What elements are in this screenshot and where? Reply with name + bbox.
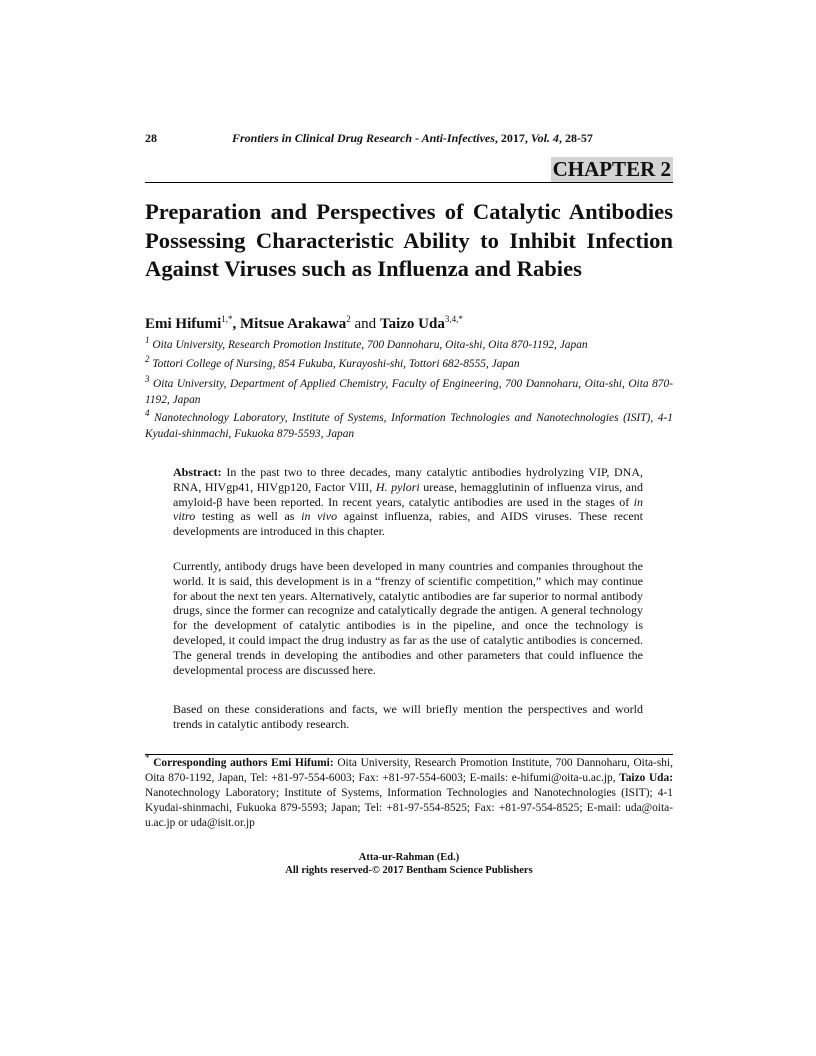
author-name: Emi Hifumi	[145, 316, 222, 332]
editor-line: Atta-ur-Rahman (Ed.)	[358, 852, 460, 863]
author-name: Taizo Uda	[379, 316, 445, 332]
journal-year: , 2017,	[494, 131, 531, 145]
journal-name: Frontiers in Clinical Drug Research - Anti-Infectives	[232, 131, 495, 145]
journal-volume: Vol. 4	[530, 131, 559, 145]
abstract-italic: in vivo	[301, 509, 338, 524]
author-affil-mark: 2	[346, 314, 351, 324]
footnote-label: Taizo Uda:	[619, 772, 673, 784]
affiliation-number: 4	[145, 408, 150, 419]
corresponding-author-footnote	[145, 753, 673, 831]
page-number: 28	[145, 131, 157, 145]
author-separator: ,	[232, 316, 241, 332]
affiliation-text: Nanotechnology Laboratory, Institute of Systems, Information Technologies and Nanotechnologies (ISIT), 4-1 Kyudai-shinmachi, Fukuoka 879-5593, Japan	[145, 412, 673, 440]
abstract-text: In the past two to three decades, many catalytic antibodies hydrolyzing VIP, DNA, RNA, HIVgp41, HIVgp120, Factor VIII,	[173, 465, 643, 494]
author-name: Mitsue Arakawa	[240, 316, 347, 332]
affiliation-3	[145, 374, 673, 408]
footnote-mark: *	[145, 753, 150, 764]
affiliation-number: 1	[145, 335, 150, 346]
publisher-block	[145, 851, 673, 877]
affiliation-1	[145, 335, 673, 354]
affiliation-4	[145, 408, 673, 442]
footnote-text: Oita University, Research Promotion Institute, 700 Dannoharu, Oita-shi, Oita 870-1192, Japan, Tel: +81-97-554-6003; Fax: +81-97-554-6003; E-mails: e-hifumi@oita-u.ac.jp,	[145, 757, 673, 784]
abstract-italic: H. pylori	[375, 479, 420, 494]
header-rule	[145, 182, 673, 183]
author-list	[145, 314, 673, 334]
affiliation-number: 3	[145, 374, 150, 385]
footnote-label: Corresponding authors Emi Hifumi:	[153, 757, 334, 769]
affiliation-text: Tottori College of Nursing, 854 Fukuba, Kurayoshi-shi, Tottori 682-8555, Japan	[152, 358, 520, 370]
author-affil-mark: 1,*	[221, 314, 233, 324]
affiliation-number: 2	[145, 354, 150, 365]
abstract-text: testing as well as	[195, 509, 302, 524]
journal-pages: , 28-57	[558, 131, 593, 145]
footnote-text: Nanotechnology Laboratory; Institute of Systems, Information Technologies and Nanotechnologies (ISIT); 4-1 Kyudai-shinmachi, Fukuoka 879-5593; Japan; Tel: +81-97-554-8525; Fax: +81-97-554-8525; E-mail: uda@oita-u.ac.jp or uda@isit.or.jp	[145, 787, 673, 829]
affiliation-text: Oita University, Research Promotion Institute, 700 Dannoharu, Oita-shi, Oita 870-1192, Japan	[152, 339, 588, 351]
footnote-rule	[145, 754, 673, 755]
chapter-label: CHAPTER 2	[552, 157, 671, 181]
paper-title: Preparation and Perspectives of Catalytic Antibodies Possessing Characteristic Ability to Inhibit Infection Against Viruses such as Influenza and Rabies	[145, 199, 673, 281]
abstract-paragraph-2: Currently, antibody drugs have been developed in many countries and companies throughout the world. It is said, this development is in a “frenzy of scientific competition,” which may continue for about the next ten years. Alternatively, catalytic antibodies are far superior to normal antibody drugs, since the former can recognize and catalytically degrade the antigen. A general technology for the development of catalytic antibodies is in the pipeline, and once the technology is developed, it could impact the drug industry as far as the use of catalytic antibodies is concerned. The general trends in developing the antibodies and other parameters that could influence the developmental process are discussed here.	[173, 559, 643, 677]
author-affil-mark: 3,4,*	[444, 314, 463, 324]
abstract-label: Abstract:	[173, 465, 222, 479]
abstract-paragraph-3: Based on these considerations and facts, we will briefly mention the perspectives and world trends in catalytic antibody research.	[173, 702, 643, 731]
author-separator: and	[350, 316, 380, 332]
abstract-text: urease, hemagglutinin of influenza virus, and amyloid-β have been reported. In recent years, catalytic antibodies are used in the stages of	[173, 479, 643, 509]
rights-line: All rights reserved-© 2017 Bentham Science Publishers	[285, 865, 533, 876]
affiliation-2	[145, 354, 673, 373]
abstract-italic: in vitro	[173, 494, 643, 524]
affiliation-text: Oita University, Department of Applied Chemistry, Faculty of Engineering, 700 Dannoharu, Oita-shi, Oita 870-1192, Japan	[145, 378, 673, 406]
abstract-text: against influenza, rabies, and AIDS viruses. These recent developments are introduced in this chapter.	[173, 509, 643, 539]
journal-citation	[232, 131, 593, 146]
abstract-paragraph-1	[173, 465, 643, 539]
